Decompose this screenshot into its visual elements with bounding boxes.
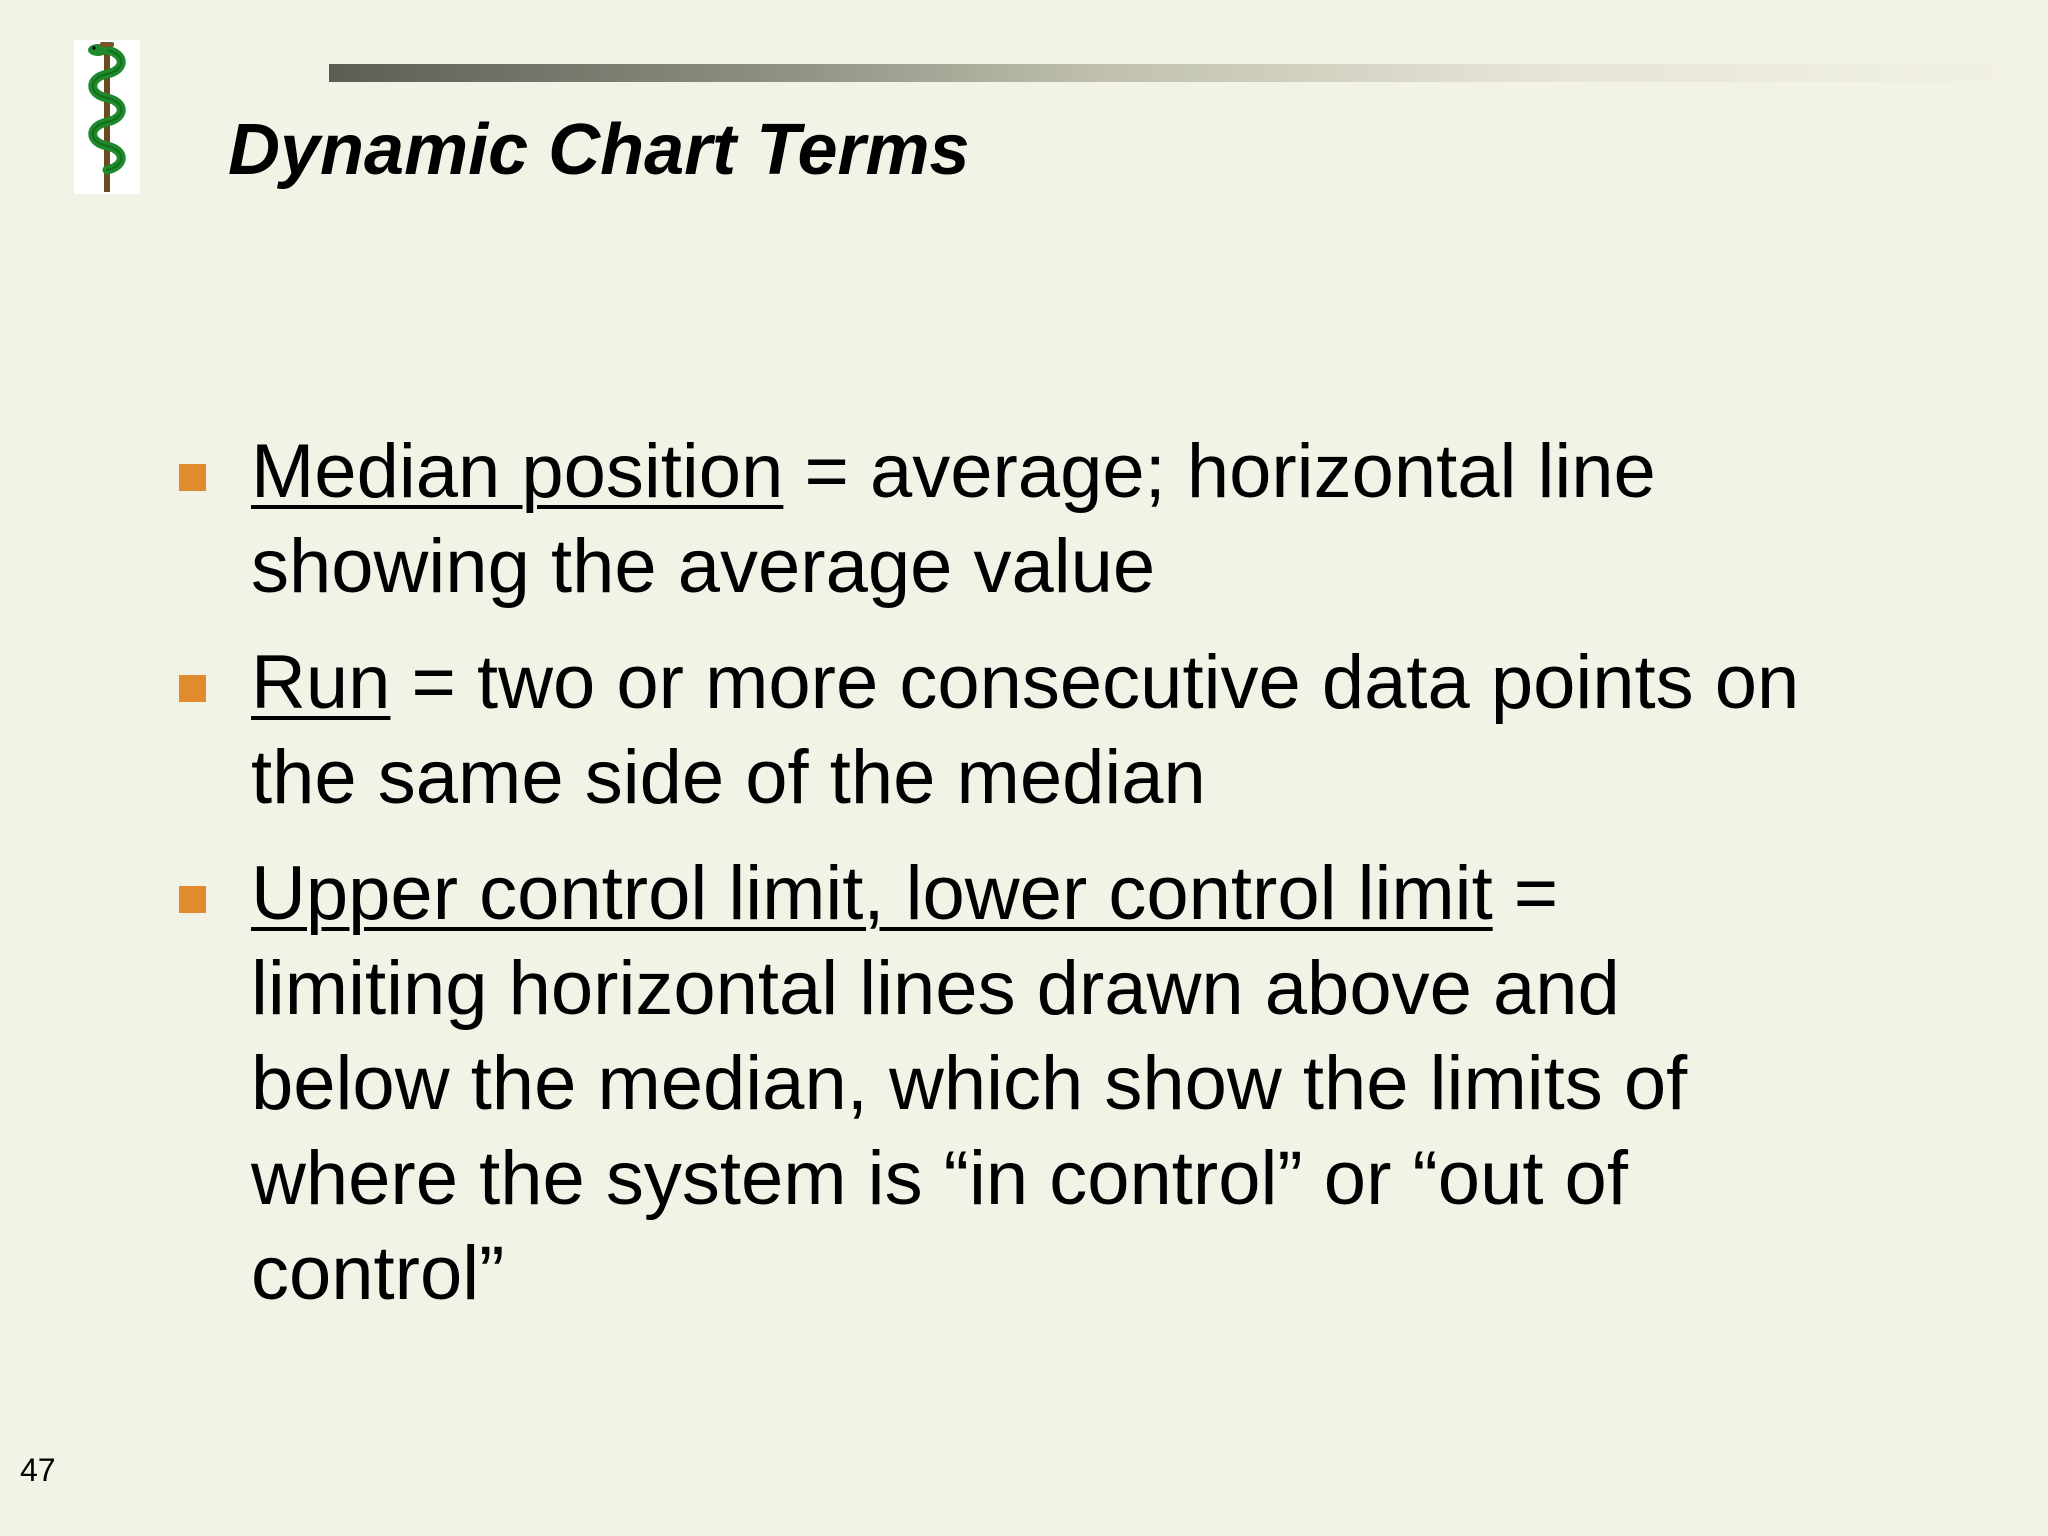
term-label: Upper control limit, lower control limit [251, 851, 1493, 936]
page-number: 47 [20, 1452, 56, 1488]
bullet-marker [179, 464, 206, 491]
term-definition: = average; horizontal line showing the average value [251, 429, 1656, 609]
page-title: Dynamic Chart Terms [228, 110, 970, 190]
bullet-marker [179, 675, 206, 702]
bullet-text [251, 846, 1811, 1321]
term-definition: = limiting horizontal lines drawn above and below the median, which show the limits of where the system is “in control” or “out of control” [251, 851, 1688, 1316]
bullet-marker [179, 886, 206, 913]
term-definition: = two or more consecutive data points on the same side of the median [251, 640, 1800, 820]
bullet-text [251, 424, 1811, 614]
term-label: Run [251, 640, 391, 725]
rod-of-asclepius-icon [74, 40, 140, 194]
title-divider [329, 64, 2048, 82]
term-label: Median position [251, 429, 784, 514]
bullet-text [251, 635, 1811, 825]
